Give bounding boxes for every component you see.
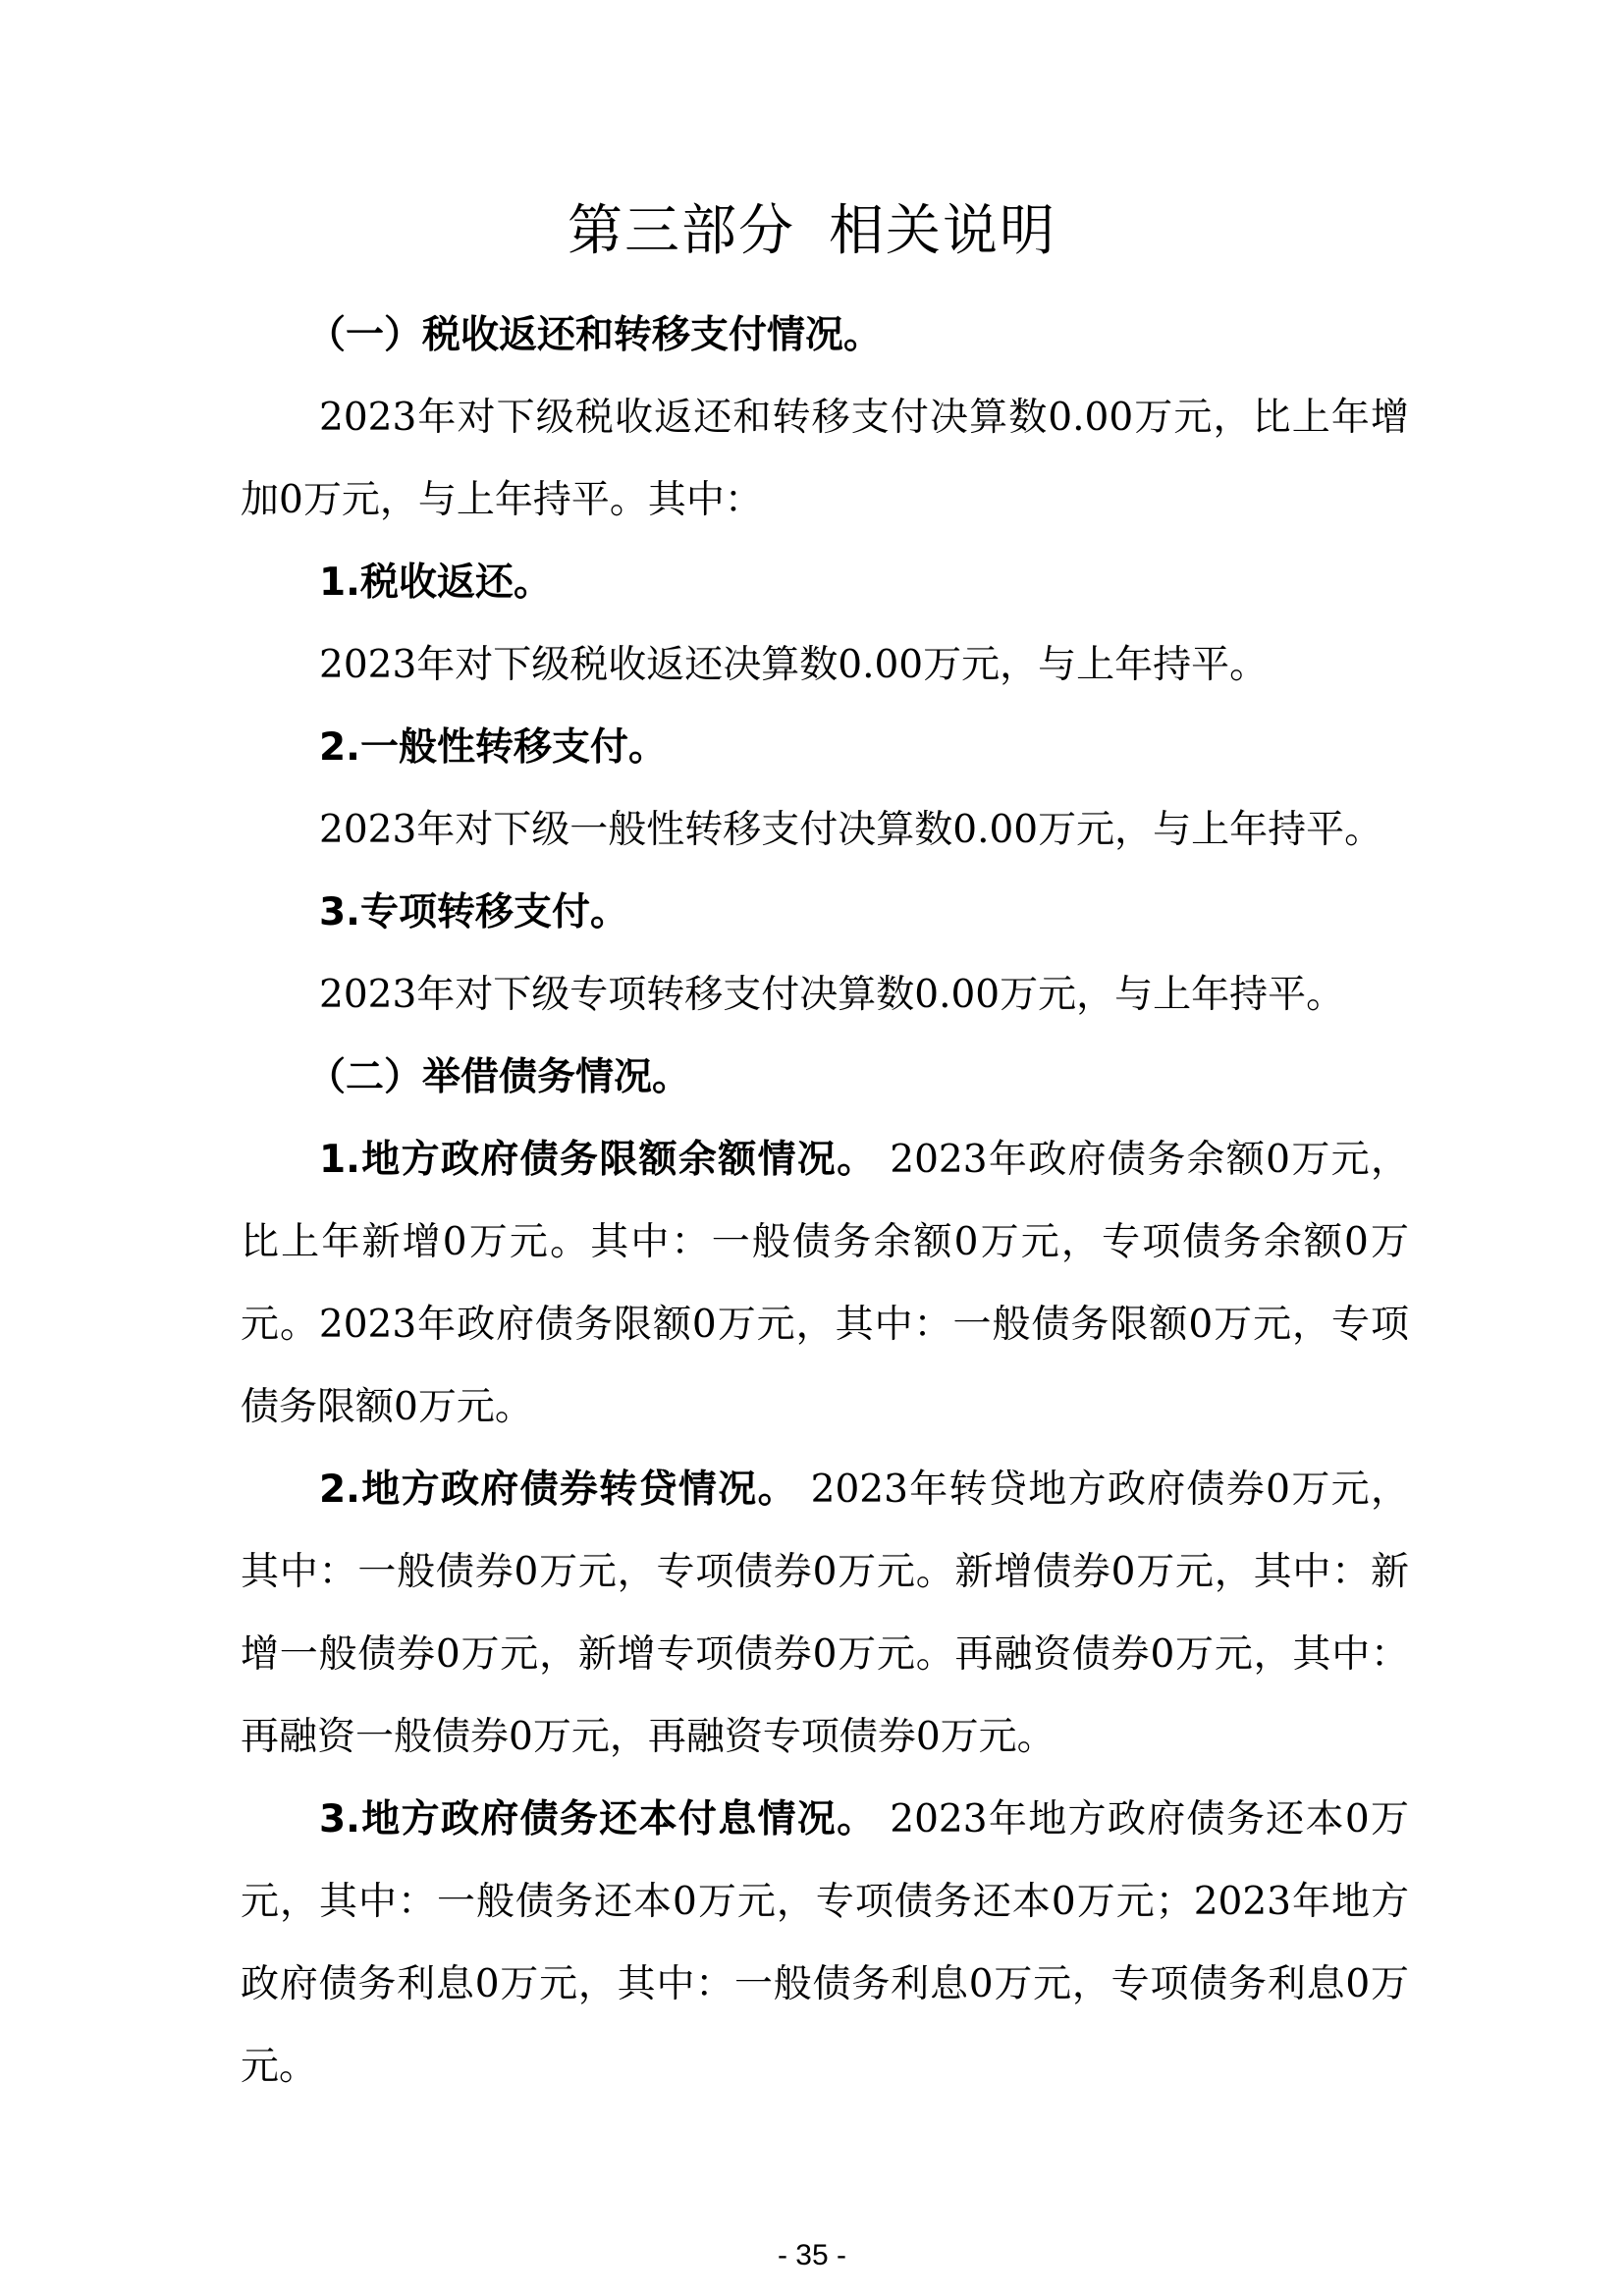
paragraph-debt-repayment bbox=[241, 1779, 1409, 2109]
subheading-special-transfer: 3.专项转移支付。 bbox=[319, 890, 628, 934]
subheading-tax-rebate: 1.税收返还。 bbox=[319, 561, 552, 605]
paragraph-tax-rebate: 2023年对下级税收返还决算数0.00万元，与上年持平。 bbox=[319, 643, 1269, 687]
document-body bbox=[241, 294, 1409, 2109]
lead-debt-repayment: 3.地方政府债务还本付息情况。 bbox=[319, 1797, 877, 1842]
section-heading-debt: （二）举借债务情况。 bbox=[307, 1055, 691, 1099]
text-debt-limit-balance: 2023年政府债务余额0万元，比上年新增0万元。其中：一般债务余额0万元，专项债务余额0万元。2023年政府债务限额0万元，其中：一般债务限额0万元，专项债务限额0万元。 bbox=[241, 1138, 1409, 1429]
paragraph-bond-onlending bbox=[241, 1449, 1409, 1779]
page-title bbox=[0, 192, 1624, 271]
page-number: - 35 - bbox=[777, 2239, 847, 2271]
text-debt-repayment: 2023年地方政府债务还本0万元，其中：一般债务还本0万元，专项债务还本0万元；2023年地方政府债务利息0万元，其中：一般债务利息0万元，专项债务利息0万元。 bbox=[241, 1797, 1409, 2089]
subheading-general-transfer: 2.一般性转移支付。 bbox=[319, 725, 667, 770]
paragraph-special-transfer: 2023年对下级专项转移支付决算数0.00万元，与上年持平。 bbox=[319, 973, 1345, 1017]
section-heading-transfer-payments: （一）税收返还和转移支付情况。 bbox=[307, 313, 883, 357]
title-part: 第三部分 bbox=[568, 198, 795, 263]
paragraph-general-transfer: 2023年对下级一般性转移支付决算数0.00万元，与上年持平。 bbox=[319, 808, 1383, 852]
title-subject: 相关说明 bbox=[829, 198, 1056, 263]
paragraph-debt-limit-balance bbox=[241, 1119, 1409, 1449]
lead-bond-onlending: 2.地方政府债券转贷情况。 bbox=[319, 1468, 797, 1512]
text-bond-onlending: 2023年转贷地方政府债券0万元，其中：一般债券0万元，专项债券0万元。新增债券0万元，其中：新增一般债券0万元，新增专项债券0万元。再融资债券0万元，其中：再融资一般债券0万元，再融资专项债券0万元。 bbox=[241, 1468, 1409, 1759]
paragraph-transfer-summary: 2023年对下级税收返还和转移支付决算数0.00万元，比上年增加0万元，与上年持平。其中： bbox=[241, 396, 1409, 522]
lead-debt-limit-balance: 1.地方政府债务限额余额情况。 bbox=[319, 1138, 877, 1182]
